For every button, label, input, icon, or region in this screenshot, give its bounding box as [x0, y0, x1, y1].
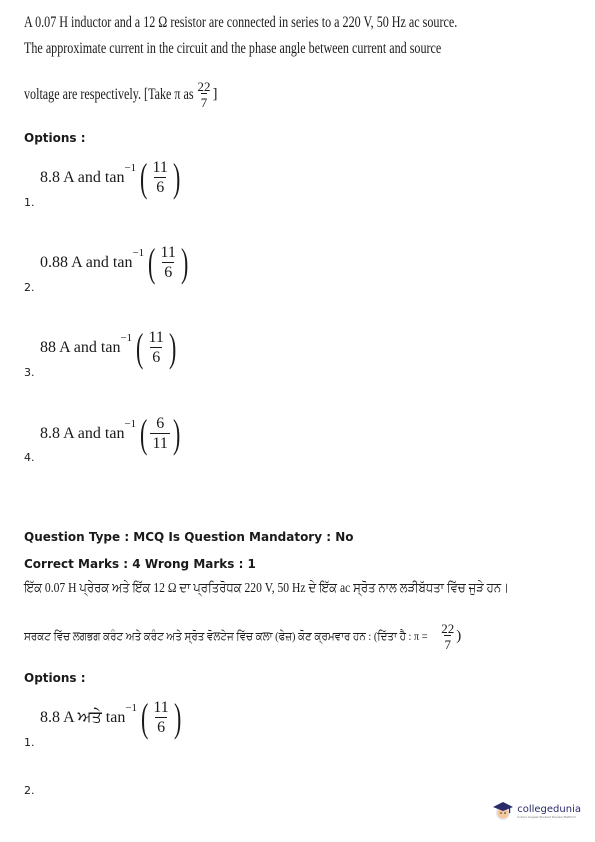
- option-1-text: 8.8 A and tan: [40, 169, 125, 186]
- question-line-1: A 0.07 H inductor and a 12 Ω resistor are connected in series to a 220 V, 50 Hz ac source.: [24, 14, 458, 31]
- pi-fraction-den: 7: [200, 95, 208, 110]
- option-4-fraction: [150, 416, 169, 452]
- punjabi-option-1[interactable]: [40, 695, 184, 740]
- option-2-number: 2.: [24, 281, 35, 294]
- option-3[interactable]: [40, 325, 179, 370]
- punjabi-option-1-text: 8.8 A ਅਤੇ tan: [40, 709, 126, 726]
- option-1-sup: −1: [124, 162, 137, 174]
- punjabi-pi-den: 7: [444, 637, 451, 652]
- option-3-sup: −1: [120, 332, 133, 344]
- option-4-num: 6: [156, 415, 165, 432]
- option-3-text: 88 A and tan: [40, 339, 121, 356]
- option-3-num: 11: [148, 329, 164, 346]
- logo-tagline: India's largest Student Review Platform: [517, 814, 577, 819]
- option-2[interactable]: [40, 240, 191, 285]
- punjabi-paren-close: ): [456, 628, 462, 644]
- punjabi-pi-fraction: [441, 622, 454, 651]
- pi-fraction-num: 22: [197, 79, 211, 94]
- punjabi-option-1-sup: −1: [125, 702, 138, 714]
- punjabi-option-1-den: 6: [157, 719, 166, 736]
- option-3-fraction: [146, 330, 165, 366]
- punjabi-question-line-2: [24, 622, 461, 651]
- option-3-number: 3.: [24, 366, 35, 379]
- options-label: Options :: [24, 131, 86, 145]
- punjabi-pi-num: 22: [441, 621, 455, 636]
- graduation-cap-icon: [492, 800, 514, 822]
- option-4-text: 8.8 A and tan: [40, 425, 125, 442]
- punjabi-question-line-2-text: ਸਰਕਟ ਵਿੱਚ ਲਗਭਗ ਕਰੰਟ ਅਤੇ ਕਰੰਟ ਅਤੇ ਸ੍ਰੋਤ ਵੋਲਟੇਜ ਵਿੱਚ ਕਲਾ (ਫੇਜ਼) ਕੋਣ ਕ੍ਰਮਵਾਰ ਹਨ : (ਦਿੱਤਾ ਹੈ : π =: [24, 629, 428, 643]
- punjabi-question-line-1: ਇੱਕ 0.07 H ਪ੍ਰੇਰਕ ਅਤੇ ਇੱਕ 12 Ω ਦਾ ਪ੍ਰਤਿਰੋਧਕ 220 V, 50 Hz ਦੇ ਇੱਕ ac ਸ੍ਰੋਤ ਨਾਲ ਲੜੀਬੱਧਤਾ ਵਿੱਚ ਜੁੜੇ ਹਨ।: [24, 580, 509, 595]
- option-4-den: 11: [152, 435, 168, 452]
- option-1-fraction: [150, 160, 169, 196]
- option-4[interactable]: [40, 411, 183, 456]
- punjabi-option-1-num: 11: [153, 699, 169, 716]
- option-2-fraction: [158, 245, 177, 281]
- option-1-den: 6: [156, 179, 165, 196]
- option-4-number: 4.: [24, 451, 35, 464]
- option-2-text: 0.88 A and tan: [40, 254, 133, 271]
- option-4-sup: −1: [124, 418, 137, 430]
- option-2-den: 6: [164, 264, 173, 281]
- option-1-num: 11: [152, 159, 168, 176]
- option-2-num: 11: [160, 244, 176, 261]
- punjabi-option-1-number: 1.: [24, 736, 35, 749]
- option-2-sup: −1: [132, 247, 145, 259]
- question-type-line: Question Type : MCQ Is Question Mandatory : No: [24, 530, 354, 544]
- option-2-paren: ( $\frac{11}{6}$ ): [148, 240, 189, 285]
- option-1-number: 1.: [24, 196, 35, 209]
- question-line-3: [24, 80, 217, 109]
- bracket-close: ]: [212, 86, 218, 102]
- punjabi-option-1-fraction: [151, 700, 170, 736]
- question-line-2: The approximate current in the circuit and the phase angle between current and source: [24, 40, 442, 57]
- punjabi-option-2-number: 2.: [24, 784, 35, 797]
- option-4-paren: ( $\frac{6}{11}$ ): [140, 411, 181, 456]
- punjabi-options-label: Options :: [24, 671, 86, 685]
- option-3-den: 6: [152, 349, 161, 366]
- marks-line: Correct Marks : 4 Wrong Marks : 1: [24, 557, 256, 571]
- option-1-paren: ( $\frac{11}{6}$ ): [140, 155, 181, 200]
- punjabi-option-1-paren: ( $\frac{11}{6}$ ): [141, 695, 182, 740]
- option-3-paren: ( $\frac{11}{6}$ ): [136, 325, 177, 370]
- option-1[interactable]: [40, 155, 183, 200]
- pi-fraction: [197, 80, 210, 109]
- logo-name: collegedunia: [517, 803, 581, 815]
- collegedunia-logo: [492, 800, 581, 822]
- question-line-3-text: voltage are respectively. [Take π as: [24, 85, 194, 103]
